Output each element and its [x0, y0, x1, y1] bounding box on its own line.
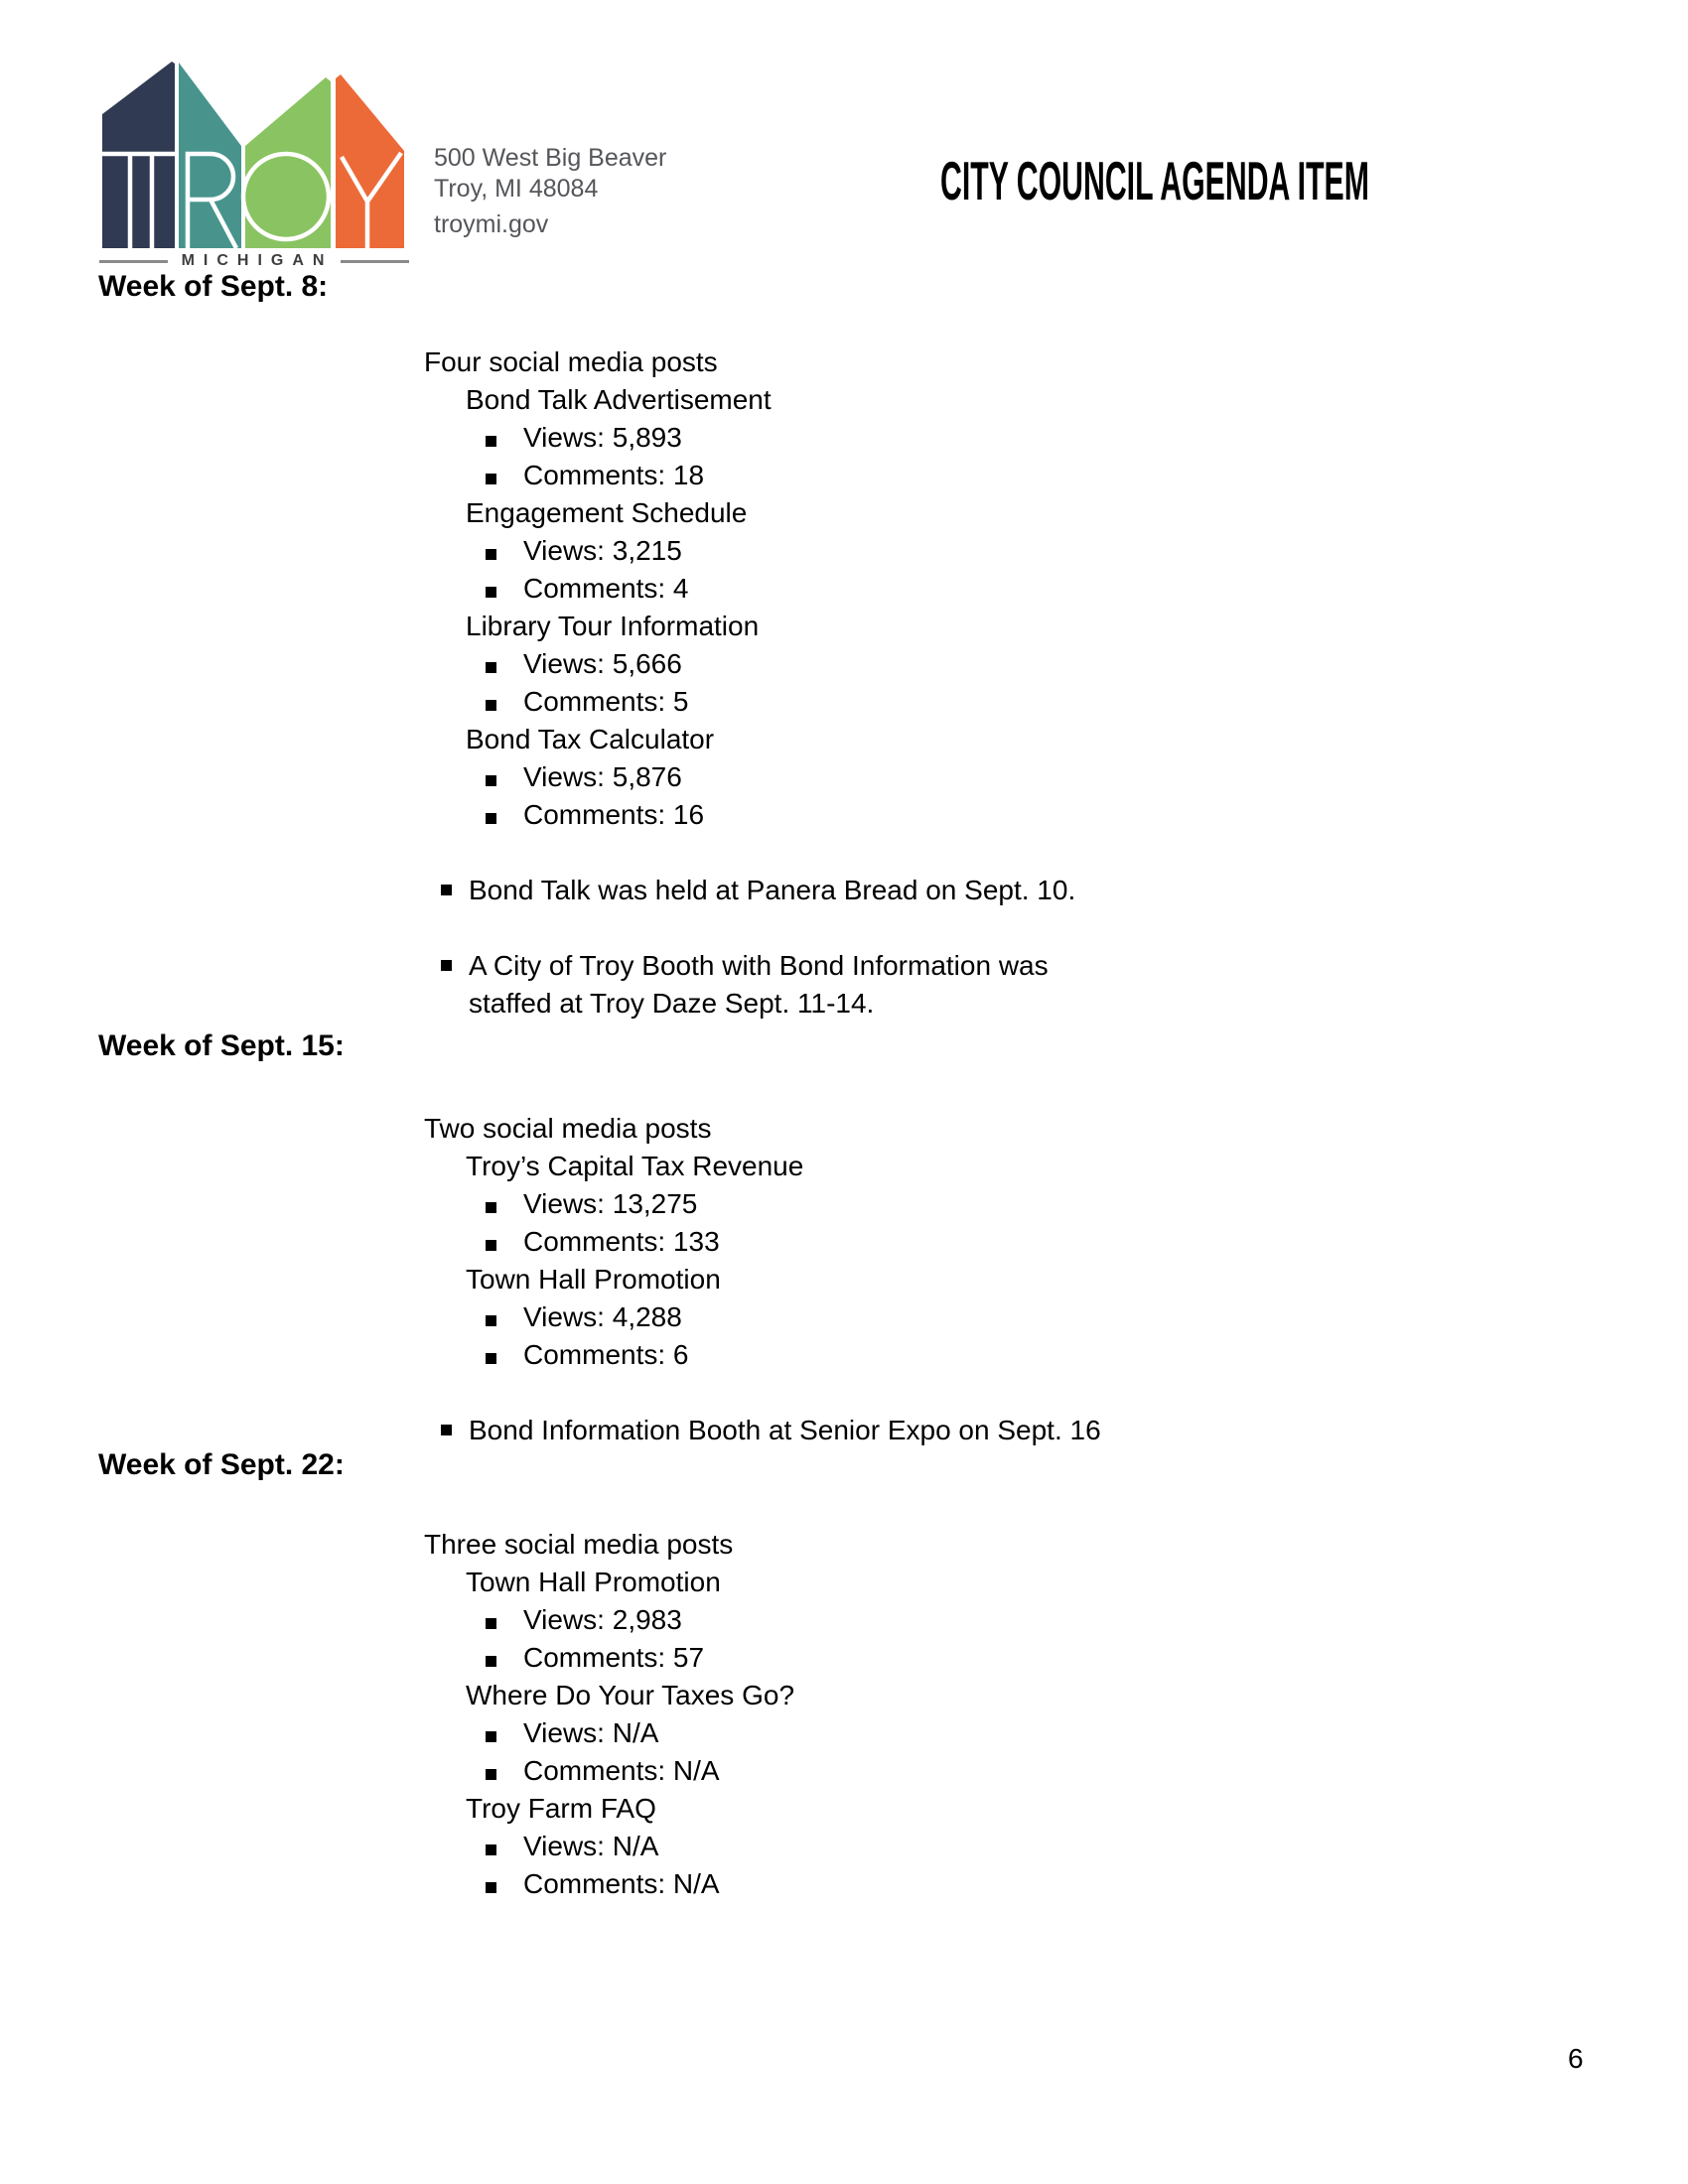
stat-text: Views: 2,983 [523, 1604, 682, 1635]
square-bullet-icon [486, 700, 496, 711]
post-title: Troy’s Capital Tax Revenue [466, 1151, 804, 1181]
post-title: Town Hall Promotion [466, 1264, 721, 1295]
post-title: Library Tour Information [466, 611, 760, 641]
stat-views [424, 1828, 794, 1865]
stat-text: Comments: 4 [523, 573, 689, 604]
address-line-website: troymi.gov [434, 210, 549, 238]
stat-comments [424, 570, 1075, 608]
stat-comments [424, 683, 1075, 721]
post-title: Bond Talk Advertisement [466, 384, 772, 415]
stat-comments [424, 457, 1075, 494]
stat-comments [424, 1639, 794, 1677]
address-block [434, 143, 666, 240]
stat-text: Comments: 6 [523, 1339, 689, 1370]
square-bullet-icon [486, 1882, 496, 1893]
stat-views [424, 1185, 1101, 1223]
square-bullet-icon [486, 549, 496, 560]
post-title: Engagement Schedule [466, 497, 748, 528]
stat-views [424, 645, 1075, 683]
stat-text: Comments: 133 [523, 1226, 720, 1257]
event-text: Bond Talk was held at Panera Bread on Sept. 10. [469, 875, 1076, 905]
square-bullet-icon [486, 587, 496, 598]
square-bullet-icon [486, 1202, 496, 1213]
square-bullet-icon [486, 1315, 496, 1326]
square-bullet-icon [486, 1353, 496, 1364]
stat-text: Views: 5,666 [523, 648, 682, 679]
stat-comments [424, 1336, 1101, 1374]
stat-views [424, 1298, 1101, 1336]
stat-comments [424, 1865, 794, 1903]
square-bullet-icon [441, 1425, 452, 1435]
stat-text: Comments: 5 [523, 686, 689, 717]
event-item [424, 872, 1075, 909]
event-text: Bond Information Booth at Senior Expo on Sept. 16 [469, 1415, 1101, 1445]
square-bullet-icon [486, 436, 496, 447]
stat-text: Views: 5,876 [523, 761, 682, 792]
stat-text: Views: 3,215 [523, 535, 682, 566]
page-title: CITY COUNCIL AGENDA ITEM [940, 150, 1369, 211]
section-heading-week-sept-8: Week of Sept. 8: [98, 270, 329, 303]
stat-views [424, 419, 1075, 457]
troy-city-logo [99, 60, 407, 248]
post-title: Where Do Your Taxes Go? [466, 1680, 795, 1710]
stat-text: Comments: 18 [523, 460, 705, 490]
post-title: Troy Farm FAQ [466, 1793, 656, 1824]
stat-text: Comments: 57 [523, 1642, 705, 1673]
square-bullet-icon [486, 1844, 496, 1855]
square-bullet-icon [486, 1731, 496, 1742]
troy-logo-graphic [99, 60, 407, 248]
stat-views [424, 1714, 794, 1752]
square-bullet-icon [441, 885, 452, 895]
stat-text: Views: N/A [523, 1831, 659, 1861]
square-bullet-icon [486, 474, 496, 484]
stat-text: Comments: N/A [523, 1868, 720, 1899]
stat-views [424, 532, 1075, 570]
stat-views [424, 1601, 794, 1639]
page-number: 6 [1568, 2043, 1584, 2074]
divider-rule-left [99, 260, 168, 263]
square-bullet-icon [486, 813, 496, 824]
post-title: Town Hall Promotion [466, 1567, 721, 1597]
section-heading-week-sept-15: Week of Sept. 15: [98, 1029, 345, 1062]
stat-views [424, 758, 1075, 796]
event-item [424, 947, 1075, 1023]
post-title: Bond Tax Calculator [466, 724, 715, 754]
square-bullet-icon [486, 775, 496, 786]
stat-comments [424, 796, 1075, 834]
stat-text: Views: 4,288 [523, 1301, 682, 1332]
square-bullet-icon [441, 960, 452, 971]
summary-line: Two social media posts [424, 1113, 712, 1144]
michigan-label: MICHIGAN [181, 252, 334, 269]
stat-text: Comments: N/A [523, 1755, 720, 1786]
event-text: A City of Troy Booth with Bond Information was staffed at Troy Daze Sept. 11-14. [469, 950, 1049, 1019]
stat-text: Views: 13,275 [523, 1188, 698, 1219]
stat-comments [424, 1223, 1101, 1261]
logo-michigan-row [99, 252, 409, 270]
section-heading-week-sept-22: Week of Sept. 22: [98, 1448, 345, 1481]
address-line-city: Troy, MI 48084 [434, 175, 599, 203]
section-content-week-sept-22 [424, 1526, 794, 1903]
square-bullet-icon [486, 1656, 496, 1667]
square-bullet-icon [486, 1618, 496, 1629]
section-content-week-sept-15 [424, 1110, 1101, 1449]
summary-line: Four social media posts [424, 346, 718, 377]
square-bullet-icon [486, 662, 496, 673]
address-line-street: 500 West Big Beaver [434, 144, 667, 172]
square-bullet-icon [486, 1769, 496, 1780]
section-content-week-sept-8 [424, 343, 1075, 1023]
event-item [424, 1412, 1101, 1449]
stat-text: Views: N/A [523, 1717, 659, 1748]
stat-text: Comments: 16 [523, 799, 705, 830]
stat-text: Views: 5,893 [523, 422, 682, 453]
square-bullet-icon [486, 1240, 496, 1251]
divider-rule-right [341, 260, 409, 263]
summary-line: Three social media posts [424, 1529, 734, 1560]
stat-comments [424, 1752, 794, 1790]
